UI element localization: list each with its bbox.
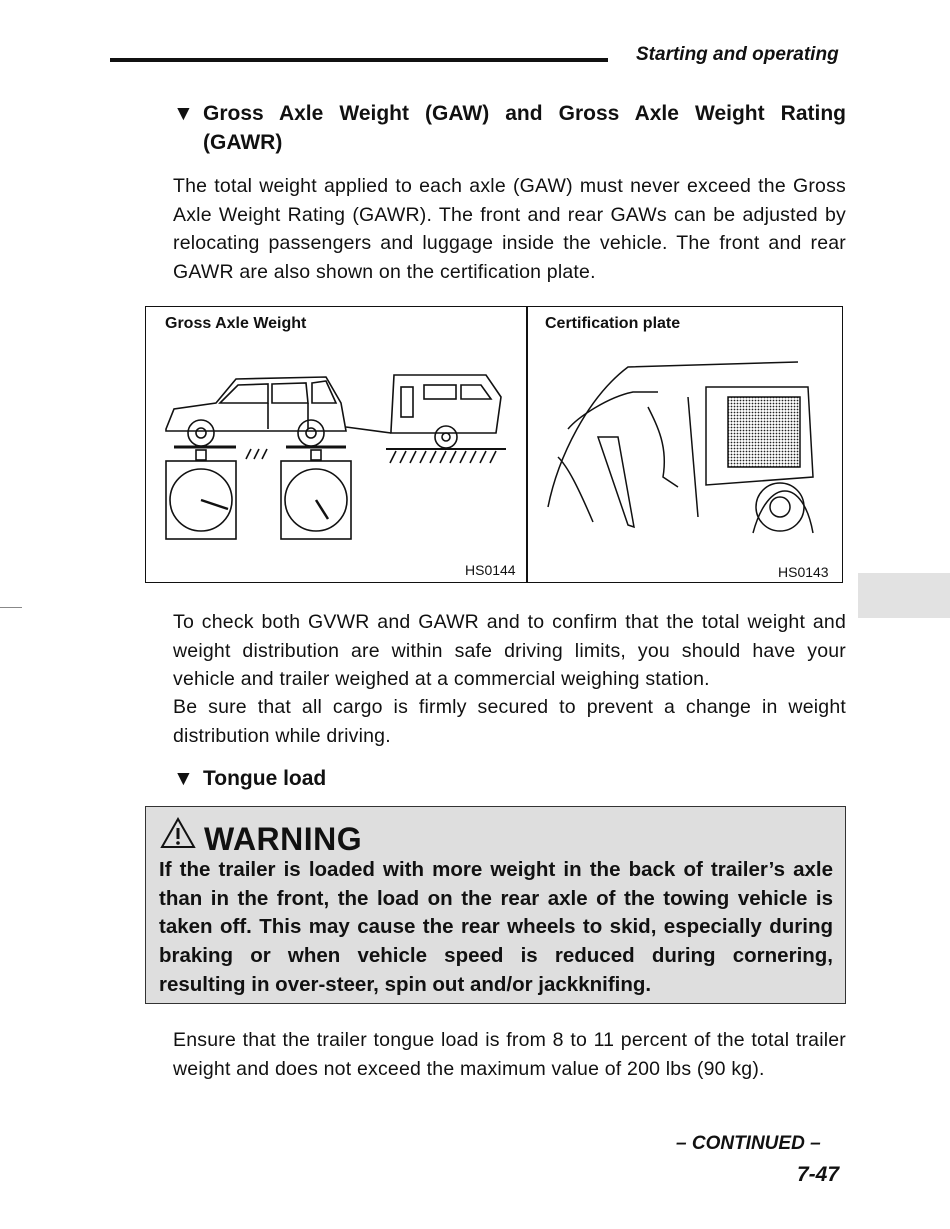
section-marker: ▼	[173, 102, 194, 125]
section-heading-text: Gross Axle Weight (GAW) and Gross Axle Weight Rating (GAWR)	[203, 102, 846, 154]
illustration-figure	[145, 306, 843, 583]
paragraph-check-weights: To check both GVWR and GAWR and to confirm that the total weight and weight distribution are within safe driving limits, you should have your vehicle and trailer weighed at a commercial weighing station.	[173, 611, 846, 690]
chapter-side-tab	[858, 573, 950, 618]
figure-divider	[526, 307, 528, 582]
vehicle-trailer-scales-drawing	[156, 357, 516, 547]
section-heading-text: Tongue load	[203, 767, 327, 790]
header-rule	[110, 58, 608, 62]
running-header: Starting and operating	[636, 44, 839, 65]
section-heading-gaw	[173, 99, 846, 157]
page-number: 7-47	[797, 1163, 840, 1186]
warning-title: WARNING	[204, 821, 363, 857]
section-heading-tongue-load	[173, 764, 573, 793]
certification-plate-drawing	[538, 357, 838, 537]
warning-triangle-icon	[160, 817, 196, 849]
figure-label-plate: Certification plate	[545, 315, 681, 332]
figure-label-gaw: Gross Axle Weight	[165, 315, 307, 332]
margin-tick	[0, 607, 22, 608]
warning-box	[145, 806, 846, 1004]
figure-code-left: HS0144	[465, 562, 516, 578]
paragraph-cargo-secure: Be sure that all cargo is firmly secured to prevent a change in weight distribution while driving.	[173, 696, 846, 747]
continued-marker: – CONTINUED –	[676, 1133, 821, 1154]
paragraph-gaw-intro: The total weight applied to each axle (GAW) must never exceed the Gross Axle Weight Rating (GAWR). The front and rear GAWs can be adjusted by relocating passengers and luggage inside the vehicle. The front and rear GAWR are also shown on the certification plate.	[173, 175, 846, 283]
warning-text: If the trailer is loaded with more weight in the back of trailer’s axle than in the front, the load on the rear axle of the towing vehicle is taken off. This may cause the rear wheels to skid, especially during braking or when vehicle speed is reduced during cornering, resulting in over-steer, spin out and/or jackknifing.	[159, 858, 833, 996]
section-marker: ▼	[173, 767, 194, 790]
paragraph-tongue-load: Ensure that the trailer tongue load is from 8 to 11 percent of the total trailer weight and does not exceed the maximum value of 200 lbs (90 kg).	[173, 1029, 846, 1080]
figure-code-right: HS0143	[778, 564, 829, 580]
